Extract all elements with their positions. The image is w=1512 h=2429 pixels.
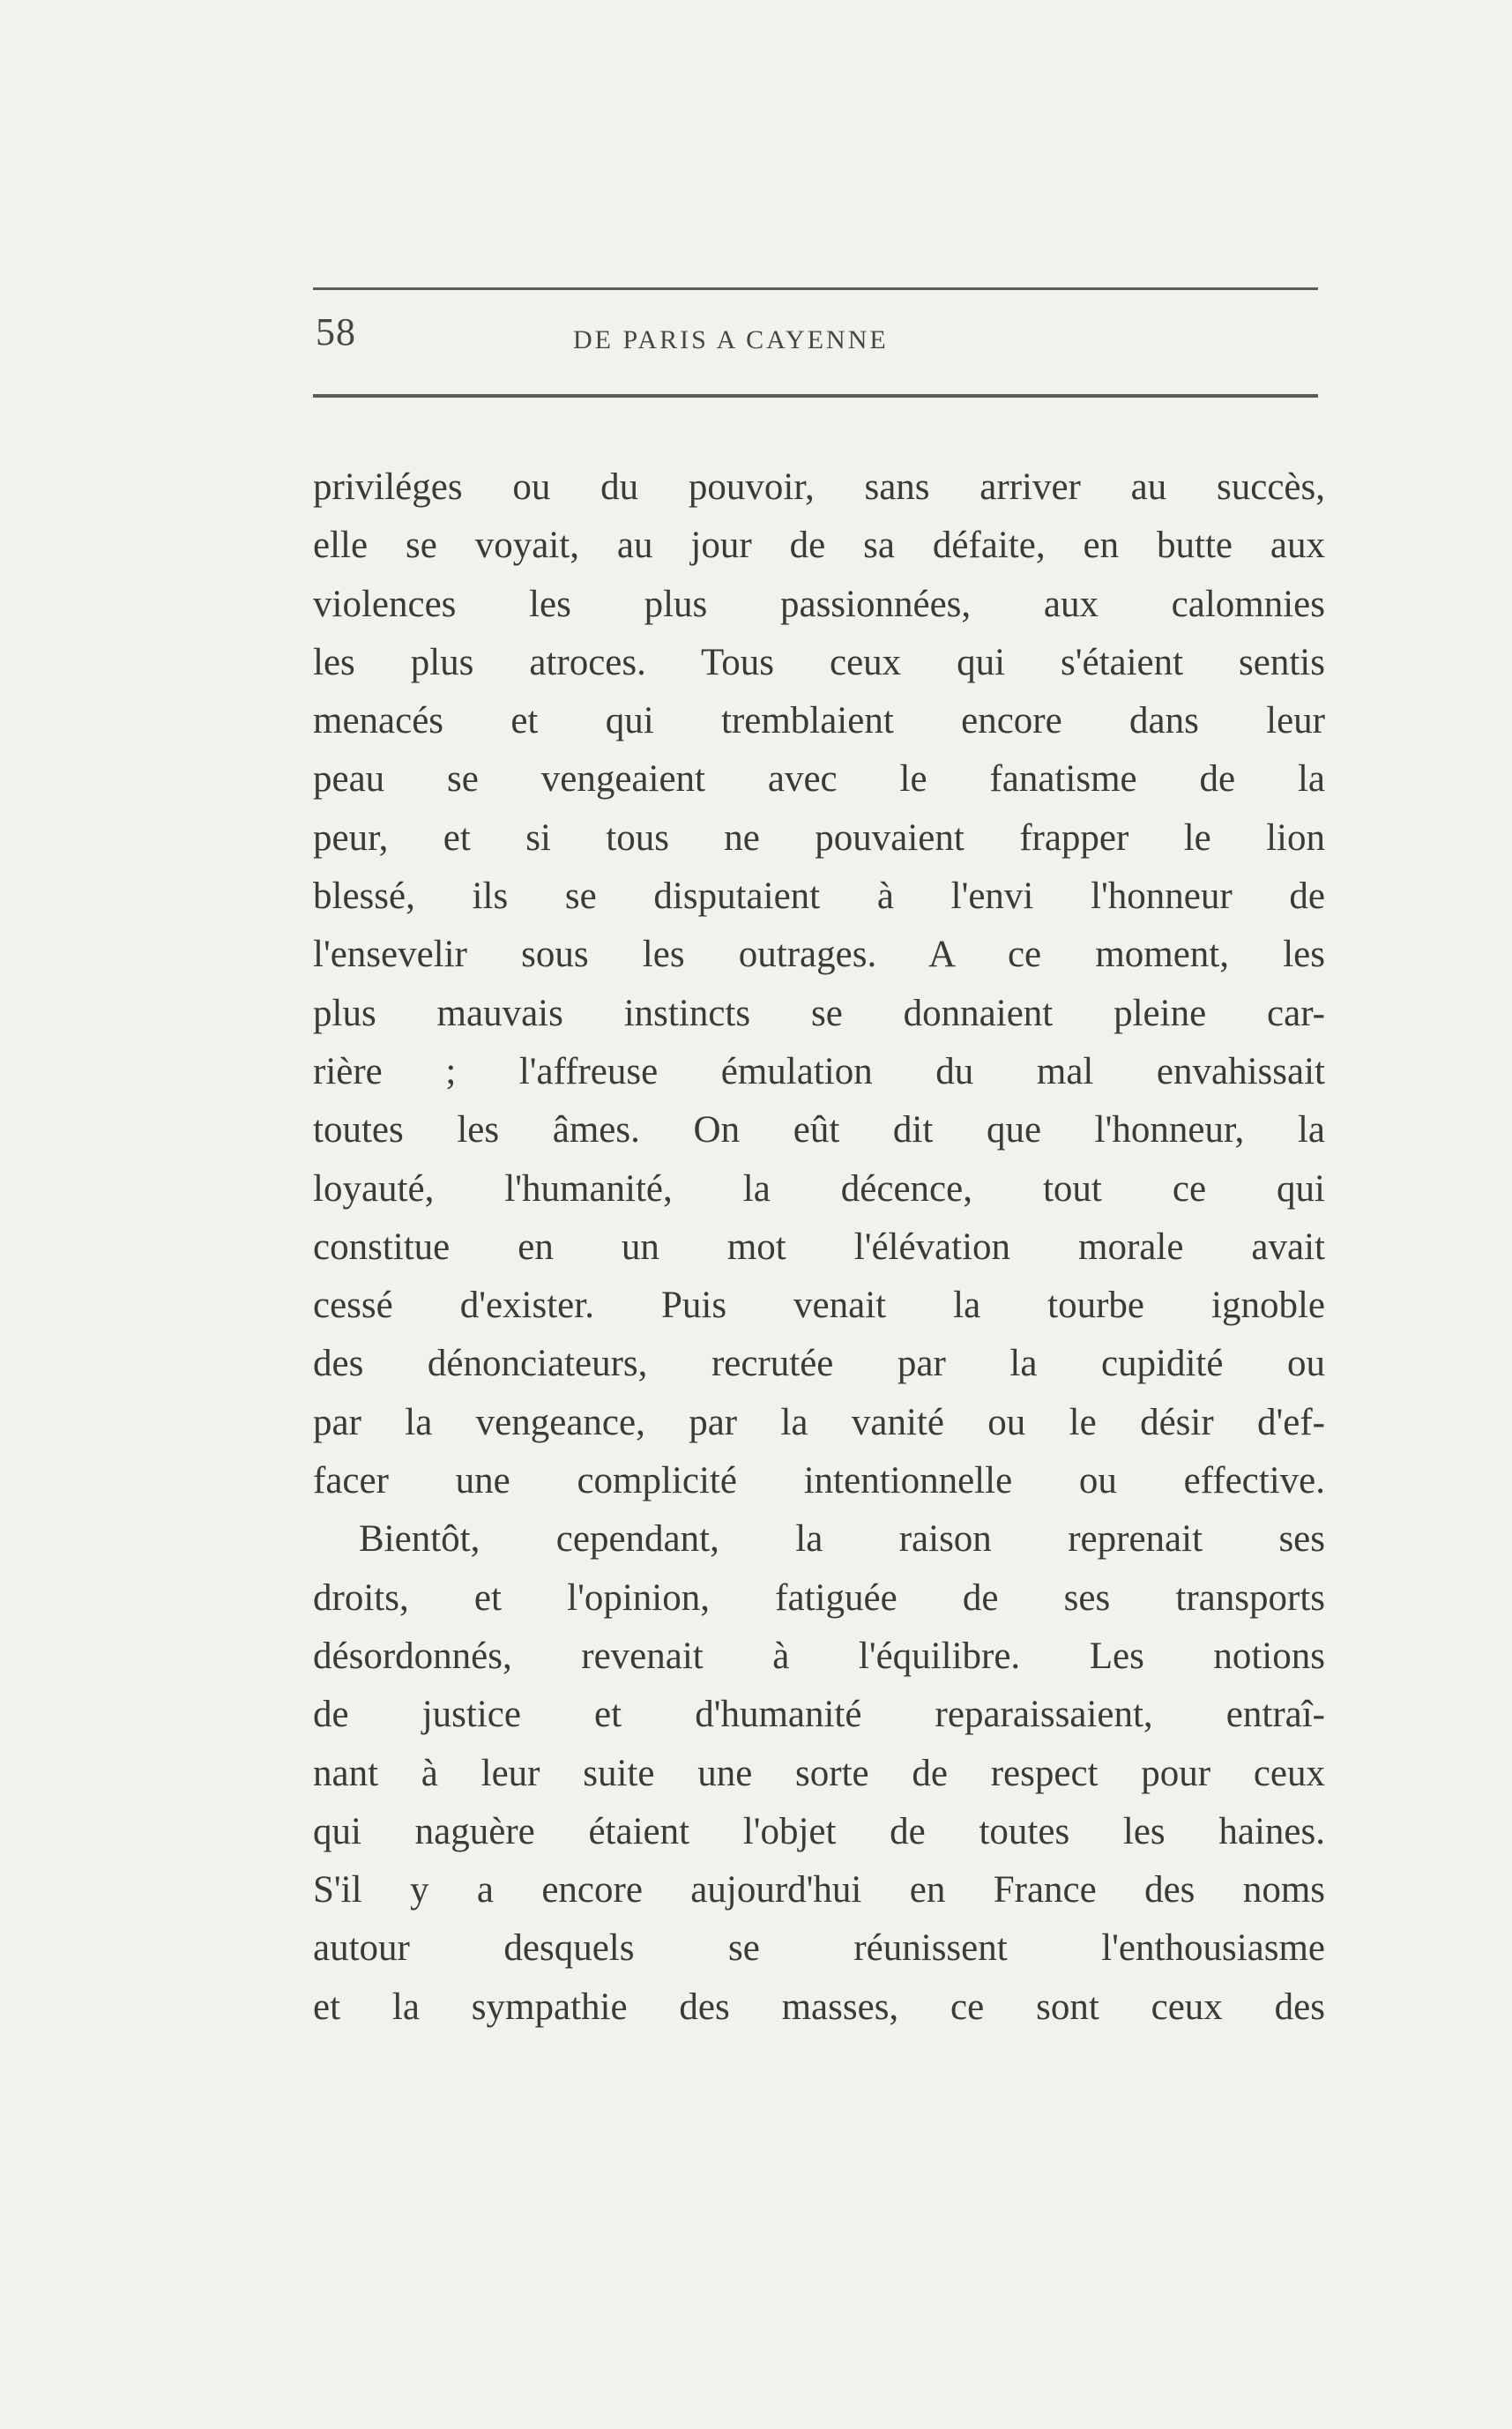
running-title: DE PARIS A CAYENNE	[573, 325, 889, 354]
text-line: de justice et d'humanité reparaissaient, entraî-	[313, 1694, 1325, 1736]
text-line: S'il y a encore aujourd'hui en France des noms	[313, 1869, 1325, 1911]
paragraph-first-line: Bientôt, cependant, la raison reprenait ses	[359, 1518, 1325, 1561]
text-line: droits, et l'opinion, fatiguée de ses transports	[313, 1576, 1325, 1619]
text-line: des dénonciateurs, recrutée par la cupidité ou	[313, 1343, 1325, 1385]
page-number: 58	[316, 310, 356, 354]
text-line: les plus atroces. Tous ceux qui s'étaient sentis	[313, 641, 1325, 683]
text-line: blessé, ils se disputaient à l'envi l'honneur de	[313, 875, 1325, 918]
text-line: autour desquels se réunissent l'enthousiasme	[313, 1927, 1325, 1970]
body-text	[313, 458, 1325, 2037]
text-line: violences les plus passionnées, aux calomnies	[313, 583, 1325, 625]
text-line: cessé d'exister. Puis venait la tourbe ignoble	[313, 1285, 1325, 1327]
text-line: plus mauvais instincts se donnaient pleine car-	[313, 992, 1325, 1034]
text-line: constitue en un mot l'élévation morale avait	[313, 1226, 1325, 1268]
text-line: toutes les âmes. On eût dit que l'honneur, la	[313, 1109, 1325, 1151]
text-line: elle se voyait, au jour de sa défaite, en butte aux	[313, 525, 1325, 567]
text-line: qui naguère étaient l'objet de toutes les haines.	[313, 1810, 1325, 1852]
text-line: nant à leur suite une sorte de respect pour ceux	[313, 1752, 1325, 1794]
header-bottom-rule	[313, 394, 1318, 398]
text-line: par la vengeance, par la vanité ou le désir d'ef-	[313, 1401, 1325, 1443]
text-line: priviléges ou du pouvoir, sans arriver au succès,	[313, 466, 1325, 508]
text-line: peau se vengeaient avec le fanatisme de la	[313, 758, 1325, 801]
text-line: menacés et qui tremblaient encore dans leur	[313, 700, 1325, 742]
text-line: et la sympathie des masses, ce sont ceux des	[313, 1986, 1325, 2028]
text-line: rière ; l'affreuse émulation du mal envahissait	[313, 1050, 1325, 1092]
text-line: l'ensevelir sous les outrages. A ce moment, les	[313, 934, 1325, 976]
text-line: peur, et si tous ne pouvaient frapper le lion	[313, 816, 1325, 859]
text-line: loyauté, l'humanité, la décence, tout ce qui	[313, 1167, 1325, 1210]
text-line: facer une complicité intentionnelle ou effective.	[313, 1460, 1325, 1502]
header-top-rule	[313, 287, 1318, 290]
text-line: désordonnés, revenait à l'équilibre. Les notions	[313, 1635, 1325, 1677]
